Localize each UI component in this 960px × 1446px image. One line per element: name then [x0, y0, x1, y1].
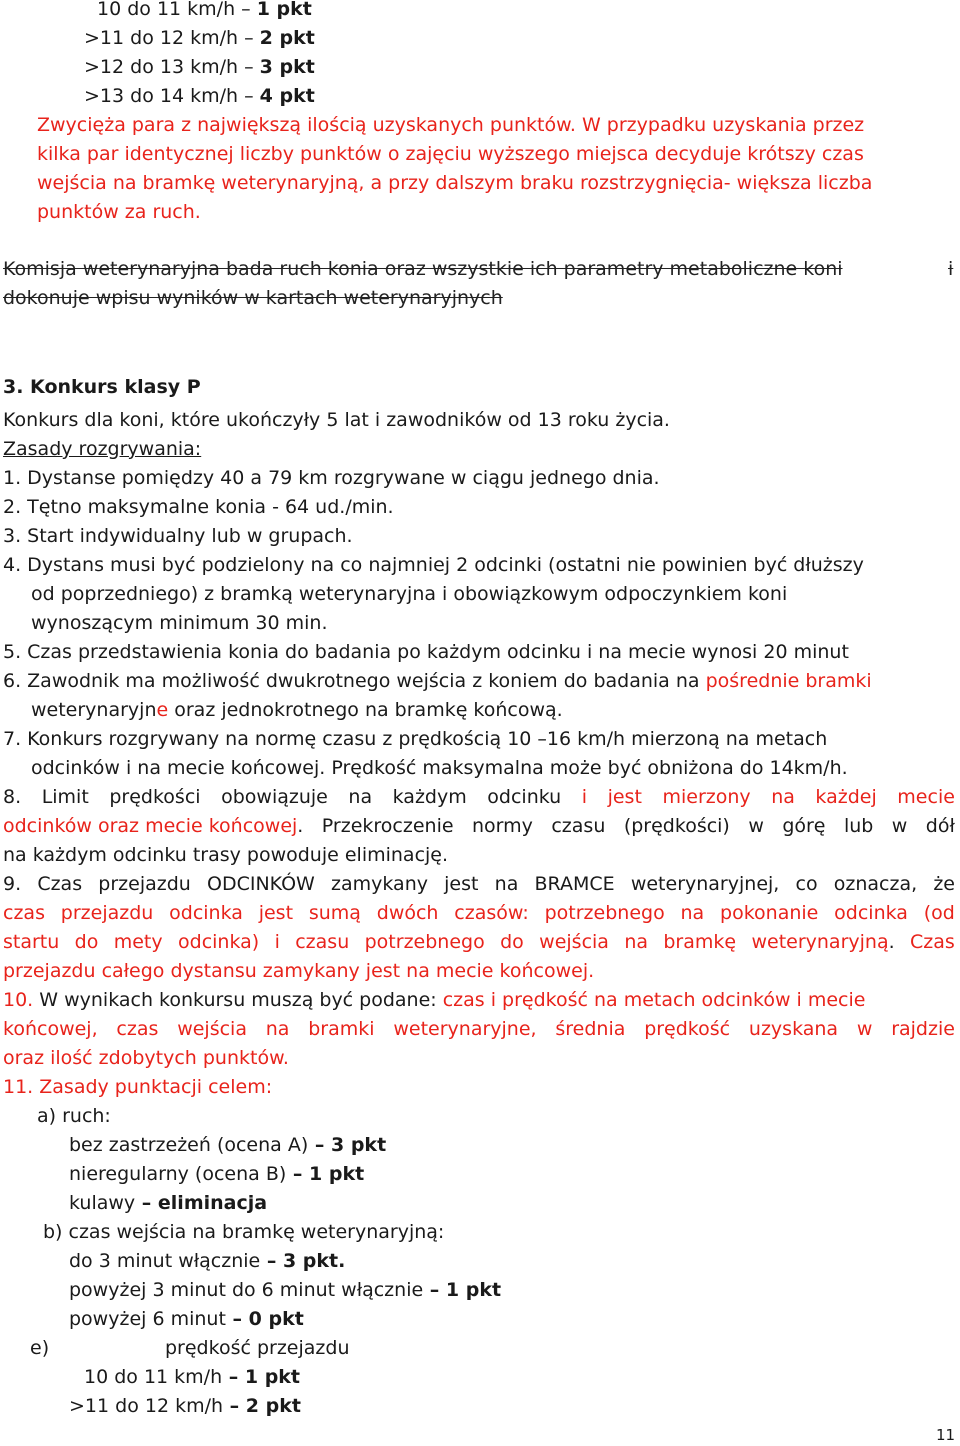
rule-item-continuation: weterynaryjne oraz jednokrotnego na bramkę końcową. — [31, 699, 563, 721]
scoring-e-marker: e) — [30, 1337, 50, 1359]
scoring-item: kulawy – eliminacja — [69, 1192, 268, 1214]
rule-item: 1. Dystanse pomiędzy 40 a 79 km rozgrywane w ciągu jednego dnia. — [3, 467, 660, 489]
scoring-item: nieregularny (ocena B) – 1 pkt — [69, 1163, 365, 1185]
scoring-a-label: a) ruch: — [37, 1105, 111, 1127]
rule-item-continuation: przejazdu całego dystansu zamykany jest na mecie końcowej. — [3, 960, 595, 982]
struck-paragraph-line: Komisja weterynaryjna bada ruch konia oraz wszystkie ich parametry metaboliczne koni — [3, 258, 843, 280]
winner-paragraph-line: kilka par identycznej liczby punktów o zajęciu wyższego miejsca decyduje krótszy czas — [37, 143, 864, 165]
scoring-item: powyżej 6 minut – 0 pkt — [69, 1308, 304, 1330]
rule-item: 7. Konkurs rozgrywany na normę czasu z prędkością 10 –16 km/h mierzoną na metach — [3, 728, 828, 750]
score-line: 10 do 11 km/h – 1 pkt — [97, 0, 312, 20]
rule-item: 2. Tętno maksymalne konia - 64 ud./min. — [3, 496, 394, 518]
scoring-item: powyżej 3 minut do 6 minut włącznie – 1 pkt — [69, 1279, 502, 1301]
rule-item: 3. Start indywidualny lub w grupach. — [3, 525, 353, 547]
rule-item-continuation: wynoszącym minimum 30 min. — [31, 612, 328, 634]
struck-paragraph-word: i — [948, 258, 954, 280]
rules-heading: Zasady rozgrywania: — [3, 438, 202, 460]
winner-paragraph-line: punktów za ruch. — [37, 201, 201, 223]
rule-item-continuation: od poprzedniego) z bramką weterynaryjna i obowiązkowym odpoczynkiem koni — [31, 583, 788, 605]
struck-paragraph-line: dokonuje wpisu wyników w kartach weterynaryjnych — [3, 287, 503, 309]
scoring-item: bez zastrzeżeń (ocena A) – 3 pkt — [69, 1134, 387, 1156]
rule-item-continuation: końcowej, czas wejścia na bramki weterynaryjne, średnia prędkość uzyskana w rajdzie — [3, 1018, 955, 1040]
page-number: 11 — [936, 1426, 956, 1444]
winner-paragraph-line: wejścia na bramkę weterynaryjną, a przy dalszym braku rozstrzygnięcia- większa liczba — [37, 172, 873, 194]
scoring-e-label: prędkość przejazdu — [165, 1337, 350, 1359]
rule-item: 6. Zawodnik ma możliwość dwukrotnego wejścia z koniem do badania na pośrednie bramki — [3, 670, 872, 692]
score-line: >13 do 14 km/h – 4 pkt — [84, 85, 315, 107]
scoring-item: 10 do 11 km/h – 1 pkt — [84, 1366, 301, 1388]
rule-item-continuation: odcinków oraz mecie końcowej. Przekroczenie normy czasu (prędkości) w górę lub w dół — [3, 815, 955, 837]
rule-item: 9. Czas przejazdu ODCINKÓW zamykany jest na BRAMCE weterynaryjnej, co oznacza, że — [3, 873, 955, 895]
scoring-b-label: b) czas wejścia na bramkę weterynaryjną: — [43, 1221, 445, 1243]
score-line: >12 do 13 km/h – 3 pkt — [84, 56, 315, 78]
scoring-item: >11 do 12 km/h – 2 pkt — [69, 1395, 301, 1417]
score-line: >11 do 12 km/h – 2 pkt — [84, 27, 315, 49]
rule-item-continuation: startu do mety odcinka) i czasu potrzebnego do wejścia na bramkę weterynaryjną. Czas — [3, 931, 955, 953]
rule-item-continuation: czas przejazdu odcinka jest sumą dwóch czasów: potrzebnego na pokonanie odcinka (od — [3, 902, 955, 924]
rule-item-continuation: na każdym odcinku trasy powoduje eliminację. — [3, 844, 449, 866]
rule-item-continuation: odcinków i na mecie końcowej. Prędkość maksymalna może być obniżona do 14km/h. — [31, 757, 848, 779]
rule-item: 11. Zasady punktacji celem: — [3, 1076, 273, 1098]
rule-item: 5. Czas przedstawienia konia do badania po każdym odcinku i na mecie wynosi 20 minut — [3, 641, 849, 663]
winner-paragraph-line: Zwycięża para z największą ilością uzyskanych punktów. W przypadku uzyskania przez — [37, 114, 865, 136]
rule-item: 10. W wynikach konkursu muszą być podane: czas i prędkość na metach odcinków i mecie — [3, 989, 866, 1011]
rule-item-continuation: oraz ilość zdobytych punktów. — [3, 1047, 289, 1069]
rule-item: 8. Limit prędkości obowiązuje na każdym odcinku i jest mierzony na każdej mecie — [3, 786, 955, 808]
section-intro: Konkurs dla koni, które ukończyły 5 lat i zawodników od 13 roku życia. — [3, 409, 670, 431]
section-title: 3. Konkurs klasy P — [3, 376, 201, 398]
rule-item: 4. Dystans musi być podzielony na co najmniej 2 odcinki (ostatni nie powinien być dłuższy — [3, 554, 864, 576]
scoring-item: do 3 minut włącznie – 3 pkt. — [69, 1250, 346, 1272]
